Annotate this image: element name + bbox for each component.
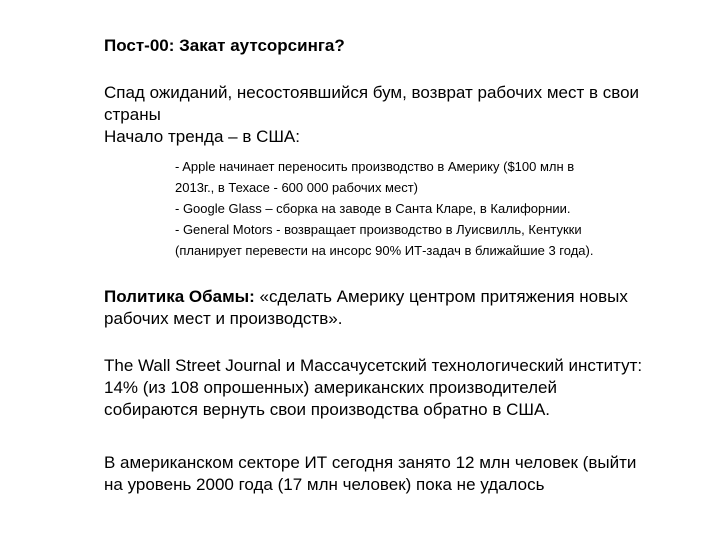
example-line: - Apple начинает переносить производство в Америку ($100 млн в (175, 159, 575, 174)
it-sector-paragraph (104, 452, 704, 496)
wsj-paragraph (104, 355, 704, 421)
intro-line: Начало тренда – в США: (104, 127, 300, 146)
wsj-line: собираются вернуть свои производства обратно в США. (104, 400, 551, 419)
it-sector-line: на уровень 2000 года (17 млн человек) пока не удалось (104, 475, 545, 494)
wsj-line: 14% (из 108 опрошенных) американских производителей (104, 378, 558, 397)
obama-policy-line: рабочих мест и производств». (104, 309, 343, 328)
intro-paragraph (104, 82, 704, 148)
examples-list (175, 156, 695, 261)
slide-title: Пост-00: Закат аутсорсинга? (104, 36, 345, 55)
example-line: (планирует перевести на инсорс 90% ИТ-задач в ближайшие 3 года). (175, 243, 594, 258)
example-line: - General Motors - возвращает производство в Луисвилль, Кентукки (175, 222, 582, 237)
intro-line: страны (104, 105, 161, 124)
example-line: - Google Glass – сборка на заводе в Санта Кларе, в Калифорнии. (175, 201, 571, 216)
example-line: 2013г., в Техасе - 600 000 рабочих мест) (175, 180, 419, 195)
obama-policy-paragraph (104, 286, 704, 330)
obama-policy-line (104, 286, 704, 308)
obama-policy-label: Политика Обамы: (104, 287, 255, 306)
wsj-line: The Wall Street Journal и Массачусетский технологический институт: (104, 356, 643, 375)
obama-policy-quote: «сделать Америку центром притяжения новых (254, 287, 628, 306)
it-sector-line: В американском секторе ИТ сегодня занято 12 млн человек (выйти (104, 453, 637, 472)
intro-line: Спад ожиданий, несостоявшийся бум, возврат рабочих мест в свои (104, 83, 640, 102)
